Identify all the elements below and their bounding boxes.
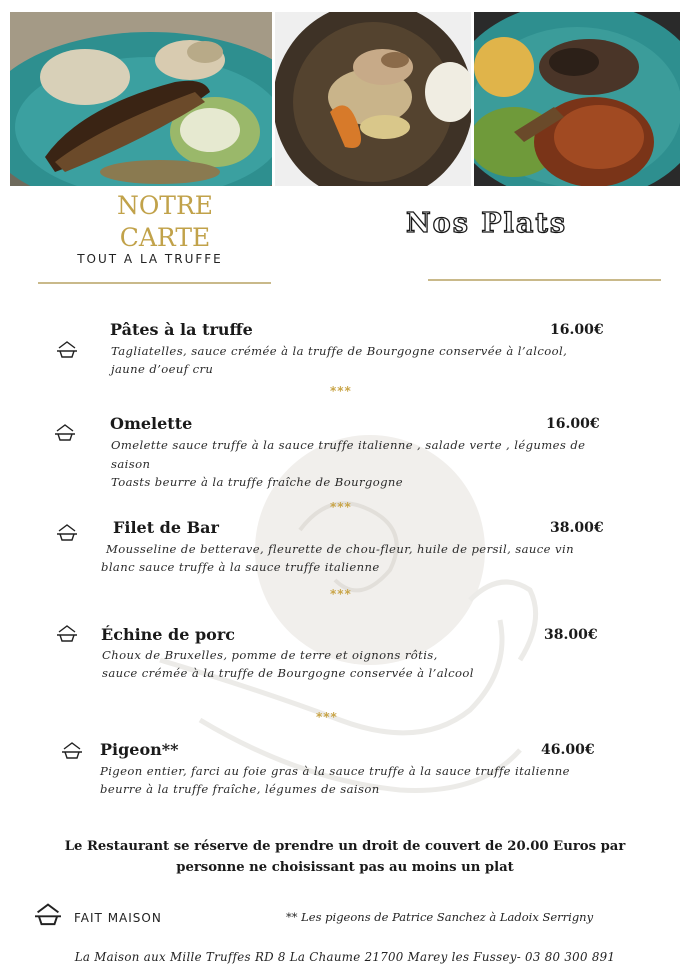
- notice-line: Le Restaurant se réserve de prendre un droit de couvert de 20.00 Euros par: [64, 839, 626, 854]
- carte-title-line2: CARTE: [119, 223, 211, 252]
- restaurant-address: La Maison aux Mille Truffes RD 8 La Chaume 21700 Marey les Fussey- 03 80 300 891: [74, 950, 616, 964]
- house-plate-icon: [53, 423, 77, 443]
- house-plate-icon: [55, 523, 79, 543]
- notice-line: personne ne choisissant pas au moins un plat: [176, 860, 514, 875]
- fait-maison-label: FAIT MAISON: [74, 911, 162, 925]
- truffle-plate-photo: [275, 12, 471, 186]
- dish-name: Omelette: [110, 414, 193, 433]
- dish-description-line: Pigeon entier, farci au foie gras à la sauce truffe à la sauce truffe italienne: [100, 764, 570, 778]
- dish-price: 16.00€: [550, 322, 604, 338]
- left-divider: [38, 282, 271, 284]
- house-plate-icon: [32, 902, 64, 928]
- separator-stars: ***: [316, 710, 338, 724]
- dish-price: 46.00€: [541, 742, 595, 758]
- dish-name: Filet de Bar: [113, 518, 219, 537]
- house-plate-icon: [55, 624, 79, 644]
- dish-description-line: sauce crémée à la truffe de Bourgogne conservée à l’alcool: [102, 666, 474, 680]
- separator-stars: ***: [330, 587, 352, 601]
- dish-description-line: Choux de Bruxelles, pomme de terre et oignons rôtis,: [102, 648, 438, 662]
- separator-stars: ***: [330, 384, 352, 398]
- carte-subtitle: TOUT A LA TRUFFE: [77, 252, 223, 266]
- dish-description-line: jaune d’oeuf cru: [111, 362, 214, 376]
- dish-name: Échine de porc: [101, 625, 235, 644]
- sea-bass-truffle-photo: [10, 12, 272, 186]
- dish-description-line: Tagliatelles, sauce crémée à la truffe de Bourgogne conservée à l’alcool,: [111, 344, 568, 358]
- dish-name: Pâtes à la truffe: [110, 320, 253, 339]
- dish-price: 38.00€: [544, 627, 598, 643]
- separator-stars: ***: [330, 500, 352, 514]
- dish-description-line: Mousseline de betterave, fleurette de chou-fleur, huile de persil, sauce vin: [106, 542, 574, 556]
- dish-description-line: Omelette sauce truffe à la sauce truffe italienne , salade verte , légumes de: [111, 438, 586, 452]
- house-plate-icon: [55, 340, 79, 360]
- section-title: Nos Plats: [406, 208, 568, 239]
- house-plate-icon: [60, 741, 84, 761]
- dish-name: Pigeon**: [100, 740, 179, 759]
- pigeon-footnote: ** Les pigeons de Patrice Sanchez à Ladoix Serrigny: [286, 910, 594, 924]
- carte-title: [90, 190, 240, 254]
- dish-description-line: Toasts beurre à la truffe fraîche de Bourgogne: [111, 475, 404, 489]
- cover-charge-notice: [40, 836, 650, 878]
- carte-title-line1: NOTRE: [116, 191, 214, 220]
- dish-description-line: saison: [111, 457, 151, 471]
- dish-price: 16.00€: [546, 416, 600, 432]
- dish-description-line: blanc sauce truffe à la sauce truffe italienne: [101, 560, 380, 574]
- pigeon-truffle-photo: [474, 12, 680, 186]
- dish-description-line: beurre à la truffe fraîche, légumes de saison: [100, 782, 380, 796]
- dish-price: 38.00€: [550, 520, 604, 536]
- right-divider: [428, 279, 661, 281]
